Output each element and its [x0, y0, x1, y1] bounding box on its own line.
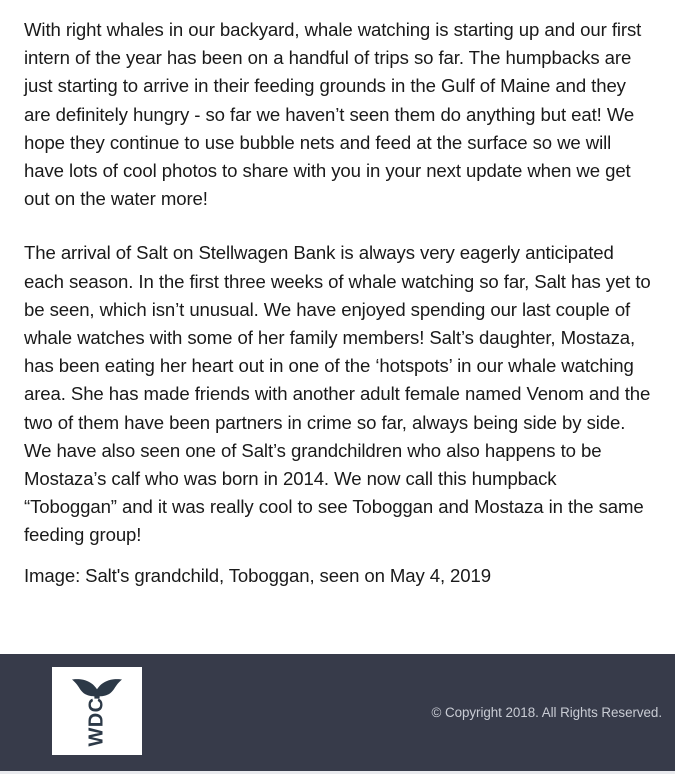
- wdc-logo[interactable]: [52, 667, 142, 755]
- copyright-text: © Copyright 2018. All Rights Reserved.: [431, 705, 662, 720]
- image-caption: Image: Salt's grandchild, Toboggan, seen on May 4, 2019: [24, 564, 491, 586]
- wdc-wordmark: WDC: [85, 697, 108, 747]
- paragraph-salt-family: The arrival of Salt on Stellwagen Bank is always very eagerly anticipated each season. In the first three weeks of whale watching so far, Salt has yet to be seen, which isn’t unusual. We have enjoyed spending our last couple of whale watches with some of her family members! Salt’s daughter, Mostaza, has been eating her heart out in one of the ‘hotspots’ in our whale watching area. She has made friends with another adult female named Venom and the two of them have been partners in crime so far, always being side by side. We have also seen one of Salt’s grandchildren who also happens to be Mostaza’s calf who was born in 2014. We now call this humpback “Toboggan” and it was really cool to see Toboggan and Mostaza in the same feeding group!: [24, 242, 651, 546]
- paragraph-whale-watching-intro: With right whales in our backyard, whale watching is starting up and our first intern of the year has been on a handful of trips so far. The humpbacks are just starting to arrive in their feeding grounds in the Gulf of Maine and they are definitely hungry - so far we haven’t seen them do anything but eat! We hope they continue to use bubble nets and feed at the surface so we will have lots of cool photos to share with you in your next update when we get out on the water more!: [24, 19, 642, 210]
- whale-tail-icon: [70, 674, 124, 748]
- site-footer: [0, 654, 675, 771]
